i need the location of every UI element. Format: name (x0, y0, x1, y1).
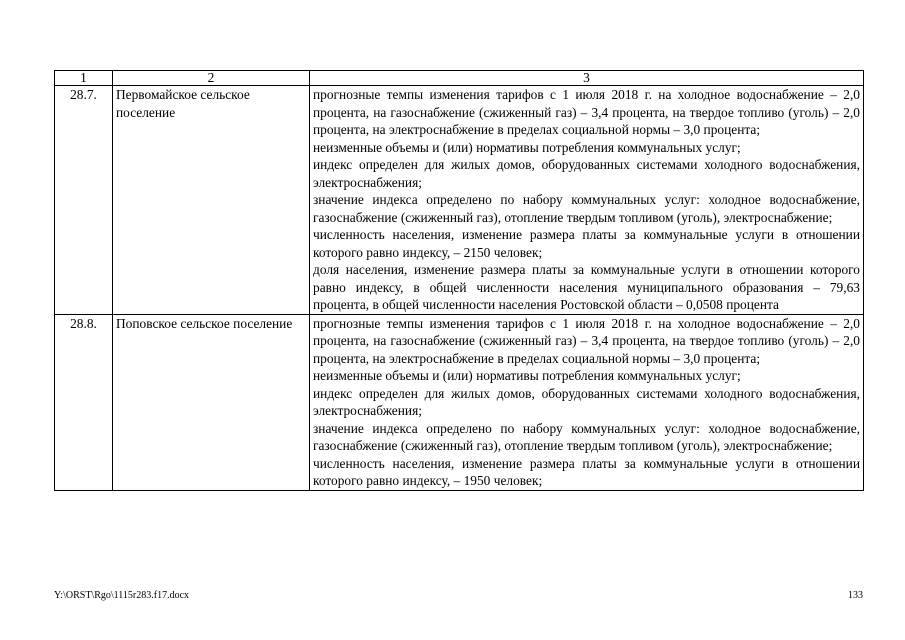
row-number: 28.8. (55, 314, 113, 490)
settlement-name: Первомайское сельское поселение (113, 86, 310, 315)
column-header-1: 1 (55, 71, 113, 86)
paragraph: индекс определен для жилых домов, оборудованных системами холодного водоснабжения, электроснабжения; (313, 385, 860, 418)
paragraph: индекс определен для жилых домов, оборудованных системами холодного водоснабжения, электроснабжения; (313, 157, 860, 190)
paragraph: доля населения, изменение размера платы за коммунальные услуги в отношении которого равно индексу, в общей численности населения муниципального образования – 79,63 процента, в общей численности населения Ростовской области – 0,0508 процента (313, 262, 860, 312)
row-description (310, 314, 864, 490)
row-number: 28.7. (55, 86, 113, 315)
paragraph: неизменные объемы и (или) нормативы потребления коммунальных услуг; (313, 139, 741, 155)
paragraph: неизменные объемы и (или) нормативы потребления коммунальных услуг; (313, 368, 741, 383)
table-header-row (55, 71, 864, 86)
table-row (55, 314, 864, 490)
paragraph: значение индекса определено по набору коммунальных услуг: холодное водоснабжение, газоснабжение (сжиженный газ), отопление твердым топливом (уголь), электроснабжение; (313, 192, 860, 225)
footer-file-path: Y:\ORST\Rgo\1115r283.f17.docx (54, 590, 190, 601)
column-header-2: 2 (113, 71, 310, 86)
tariff-index-table (54, 70, 864, 491)
column-header-3: 3 (310, 71, 864, 86)
settlement-name: Поповское сельское поселение (113, 314, 310, 490)
row-description (310, 86, 864, 315)
table-row (55, 86, 864, 315)
paragraph: прогнозные темпы изменения тарифов с 1 июля 2018 г. на холодное водоснабжение – 2,0 процента, на газоснабжение (сжиженный газ) – 3,4 процента, на твердое топливо (уголь) – 2,0 процента, на электроснабжение в пределах социальной нормы – 3,0 процента; (313, 315, 860, 366)
footer-page-number: 133 (848, 590, 863, 601)
paragraph: численность населения, изменение размера платы за коммунальные услуги в отношении которого равно индексу, – 2150 человек; (313, 227, 860, 260)
paragraph: численность населения, изменение размера платы за коммунальные услуги в отношении которого равно индексу, – 1950 человек; (313, 455, 860, 488)
paragraph: значение индекса определено по набору коммунальных услуг: холодное водоснабжение, газоснабжение (сжиженный газ), отопление твердым топливом (уголь), электроснабжение; (313, 420, 860, 453)
paragraph: прогнозные темпы изменения тарифов с 1 июля 2018 г. на холодное водоснабжение – 2,0 процента, на газоснабжение (сжиженный газ) – 3,4 процента, на твердое топливо (уголь) – 2,0 процента, на электроснабжение в пределах социальной нормы – 3,0 процента; (313, 87, 860, 137)
